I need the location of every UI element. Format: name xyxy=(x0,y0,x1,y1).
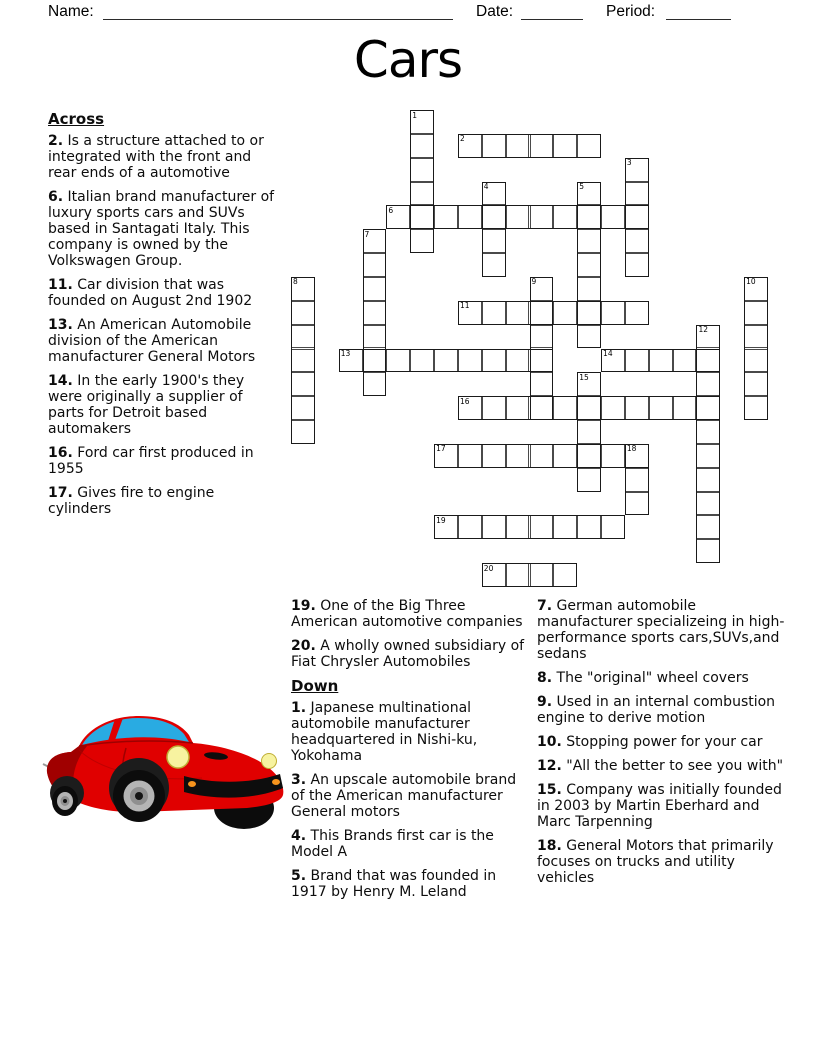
clue-20: 20. A wholly owned subsidiary of Fiat Chrysler Automobiles xyxy=(291,638,525,670)
crossword-cell[interactable] xyxy=(363,277,387,301)
crossword-cell[interactable] xyxy=(625,205,649,229)
across-clue-list-bottom xyxy=(291,598,530,670)
crossword-cell[interactable] xyxy=(696,444,720,468)
crossword-cell[interactable] xyxy=(291,301,315,325)
crossword-cell[interactable] xyxy=(696,420,720,444)
clue-14: 14. In the early 1900's they were originally a supplier of parts for Detroit based automakers xyxy=(48,373,245,437)
crossword-cell[interactable] xyxy=(625,396,649,420)
cell-number: 2 xyxy=(459,134,465,144)
clue-13: 13. An American Automobile division of the American manufacturer General Motors xyxy=(48,317,256,365)
cell-number: 9 xyxy=(531,277,537,287)
crossword-cell[interactable] xyxy=(410,134,434,158)
cell-number: 16 xyxy=(459,396,470,406)
crossword-cell[interactable] xyxy=(625,468,649,492)
cell-number: 11 xyxy=(459,301,470,311)
clue-number: 19. xyxy=(291,598,316,614)
crossword-cell[interactable] xyxy=(530,372,554,396)
crossword-cell[interactable] xyxy=(625,349,649,373)
crossword-cell[interactable] xyxy=(696,539,720,563)
period-label: Period: xyxy=(606,3,656,20)
crossword-cell[interactable] xyxy=(577,396,601,420)
across-heading: Across xyxy=(48,110,105,128)
crossword-cell[interactable] xyxy=(410,229,434,253)
car-rear-hub-center xyxy=(63,799,67,803)
crossword-cell[interactable] xyxy=(625,492,649,516)
right-clues-column xyxy=(537,598,789,894)
clue-number: 5. xyxy=(291,868,307,884)
clue-11: 11. Car division that was founded on August 2nd 1902 xyxy=(48,277,253,309)
crossword-cell[interactable] xyxy=(363,301,387,325)
clue-9: 9. Used in an internal combustion engine to derive motion xyxy=(537,694,776,726)
crossword-cell[interactable] xyxy=(458,515,482,539)
clue-number: 20. xyxy=(291,638,316,654)
clue-number: 6. xyxy=(48,189,64,205)
cell-number: 8 xyxy=(293,277,298,287)
crossword-cell[interactable] xyxy=(577,253,601,277)
name-blank-line[interactable] xyxy=(103,19,453,20)
date-label: Date: xyxy=(476,3,514,20)
name-label: Name: xyxy=(48,3,94,20)
crossword-cell[interactable] xyxy=(410,205,434,229)
cell-number: 20 xyxy=(483,563,494,573)
crossword-cell[interactable] xyxy=(696,349,720,373)
clue-10: 10. Stopping power for your car xyxy=(537,734,763,750)
crossword-cell[interactable] xyxy=(744,372,768,396)
crossword-cell[interactable] xyxy=(577,134,601,158)
car-headlight-main xyxy=(167,746,189,768)
car-headlight-far xyxy=(262,754,277,769)
down-clue-list-first xyxy=(291,700,530,900)
crossword-cell[interactable] xyxy=(625,301,649,325)
down-clue-list-second xyxy=(537,598,789,886)
car-front-hub-center xyxy=(135,792,143,800)
crossword-cell[interactable] xyxy=(530,301,554,325)
crossword-cell[interactable] xyxy=(601,515,625,539)
crossword-cell[interactable] xyxy=(530,349,554,373)
cell-number: 10 xyxy=(746,277,756,287)
crossword-cell[interactable] xyxy=(482,515,506,539)
cell-number: 17 xyxy=(436,444,446,454)
crossword-cell[interactable] xyxy=(553,205,577,229)
crossword-cell[interactable] xyxy=(625,229,649,253)
clue-17: 17. Gives fire to engine cylinders xyxy=(48,485,215,517)
crossword-cell[interactable] xyxy=(506,396,530,420)
crossword-cell[interactable] xyxy=(506,563,530,587)
crossword-cell[interactable] xyxy=(506,349,530,373)
crossword-cell[interactable] xyxy=(363,253,387,277)
cell-number: 14 xyxy=(603,349,613,358)
crossword-cell[interactable] xyxy=(625,182,649,206)
crossword-cell[interactable] xyxy=(601,396,625,420)
crossword-cell[interactable] xyxy=(291,372,315,396)
clue-number: 10. xyxy=(537,734,562,750)
crossword-cell[interactable] xyxy=(577,325,601,349)
crossword-cell[interactable] xyxy=(291,325,315,349)
crossword-cell[interactable] xyxy=(410,349,434,373)
crossword-cell[interactable] xyxy=(434,349,458,373)
cell-number: 3 xyxy=(626,158,632,168)
crossword-cell[interactable] xyxy=(744,325,768,349)
clue-number: 1. xyxy=(291,700,307,716)
cell-number: 4 xyxy=(483,182,489,192)
crossword-cell[interactable] xyxy=(553,396,577,420)
crossword-cell[interactable] xyxy=(577,468,601,492)
cell-number: 12 xyxy=(698,325,708,335)
clue-number: 14. xyxy=(48,373,73,389)
crossword-cell[interactable] xyxy=(482,253,506,277)
crossword-cell[interactable] xyxy=(577,515,601,539)
crossword-cell[interactable] xyxy=(601,301,625,325)
crossword-cell[interactable] xyxy=(530,563,554,587)
crossword-cell[interactable] xyxy=(696,468,720,492)
page-title: Cars xyxy=(353,31,463,89)
crossword-cell[interactable] xyxy=(649,396,673,420)
crossword-cell[interactable] xyxy=(482,229,506,253)
clue-number: 8. xyxy=(537,670,553,686)
clue-15: 15. Company was initially founded in 2003 by Martin Eberhard and Marc Tarpenning xyxy=(537,782,782,830)
crossword-cell[interactable] xyxy=(553,515,577,539)
crossword-cell[interactable] xyxy=(577,229,601,253)
crossword-cell[interactable] xyxy=(506,134,530,158)
clue-18: 18. General Motors that primarily focuses on trucks and utility vehicles xyxy=(537,838,774,886)
across-clue-list xyxy=(48,133,281,517)
crossword-cell[interactable] xyxy=(434,205,458,229)
clue-number: 16. xyxy=(48,445,73,461)
crossword-cell[interactable] xyxy=(601,444,625,468)
crossword-cell[interactable] xyxy=(291,349,315,373)
clue-6: 6. Italian brand manufacturer of luxury sports cars and SUVs based in Santagati Italy. This company is owned by the Volkswagen Group. xyxy=(48,189,275,269)
crossword-cell[interactable] xyxy=(530,134,554,158)
crossword-cell[interactable] xyxy=(410,158,434,182)
clue-number: 17. xyxy=(48,485,73,501)
crossword-cell[interactable] xyxy=(673,396,697,420)
crossword-cell[interactable] xyxy=(363,325,387,349)
clue-19: 19. One of the Big Three American automotive companies xyxy=(291,598,523,630)
cell-number: 7 xyxy=(364,229,370,239)
cell-number: 5 xyxy=(579,182,584,192)
period-blank-line[interactable] xyxy=(666,19,731,20)
clue-number: 18. xyxy=(537,838,562,854)
crossword-cell[interactable] xyxy=(649,349,673,373)
crossword-cell[interactable] xyxy=(625,253,649,277)
crossword-cell[interactable] xyxy=(601,205,625,229)
middle-clues-column xyxy=(291,598,530,908)
date-blank-line[interactable] xyxy=(521,19,583,20)
crossword-cell[interactable] xyxy=(530,396,554,420)
clue-8: 8. The "original" wheel covers xyxy=(537,670,749,686)
clue-number: 12. xyxy=(537,758,562,774)
crossword-cell[interactable] xyxy=(386,349,410,373)
car-illustration xyxy=(42,708,292,835)
crossword-cell[interactable] xyxy=(482,444,506,468)
crossword-cell[interactable] xyxy=(577,444,601,468)
crossword-cell[interactable] xyxy=(744,301,768,325)
crossword-cell[interactable] xyxy=(291,396,315,420)
clue-4: 4. This Brands first car is the Model A xyxy=(291,828,494,860)
clue-3: 3. An upscale automobile brand of the American manufacturer General motors xyxy=(291,772,517,820)
clue-16: 16. Ford car first produced in 1955 xyxy=(48,445,254,477)
crossword-cell[interactable] xyxy=(458,205,482,229)
clue-number: 3. xyxy=(291,772,307,788)
crossword-cell[interactable] xyxy=(530,325,554,349)
cell-number: 19 xyxy=(436,515,446,525)
crossword-cell[interactable] xyxy=(696,492,720,516)
crossword-cell[interactable] xyxy=(530,205,554,229)
crossword-cell[interactable] xyxy=(553,563,577,587)
clue-2: 2. Is a structure attached to or integrated with the front and rear ends of a automotive xyxy=(48,133,264,181)
crossword-cell[interactable] xyxy=(530,444,554,468)
across-clues-column xyxy=(48,111,281,525)
crossword-cell[interactable] xyxy=(553,444,577,468)
crossword-cell[interactable] xyxy=(553,301,577,325)
crossword-cell[interactable] xyxy=(577,205,601,229)
clue-12: 12. "All the better to see you with" xyxy=(537,758,784,774)
clue-number: 7. xyxy=(537,598,553,614)
clue-number: 11. xyxy=(48,277,73,293)
crossword-cell[interactable] xyxy=(577,420,601,444)
crossword-cell[interactable] xyxy=(506,444,530,468)
crossword-cell[interactable] xyxy=(458,349,482,373)
crossword-cell[interactable] xyxy=(577,277,601,301)
crossword-cell[interactable] xyxy=(553,134,577,158)
car-indicator-far xyxy=(272,779,280,785)
clue-7: 7. German automobile manufacturer specializeing in high-performance sports cars,SUVs,and sedans xyxy=(537,598,785,662)
clue-number: 13. xyxy=(48,317,73,333)
car-indicator-near xyxy=(188,781,196,787)
clue-number: 2. xyxy=(48,133,64,149)
crossword-cell[interactable] xyxy=(673,349,697,373)
crossword-cell[interactable] xyxy=(363,372,387,396)
crossword-cell[interactable] xyxy=(482,205,506,229)
crossword-cell[interactable] xyxy=(696,515,720,539)
crossword-cell[interactable] xyxy=(482,349,506,373)
crossword-cell[interactable] xyxy=(696,396,720,420)
clue-number: 15. xyxy=(537,782,562,798)
crossword-cell[interactable] xyxy=(506,515,530,539)
crossword-cell[interactable] xyxy=(577,301,601,325)
crossword-grid xyxy=(291,110,769,588)
crossword-cell[interactable] xyxy=(530,515,554,539)
cell-number: 13 xyxy=(340,349,351,358)
crossword-cell[interactable] xyxy=(482,396,506,420)
clue-number: 4. xyxy=(291,828,307,844)
clue-number: 9. xyxy=(537,694,553,710)
cell-number: 15 xyxy=(579,372,589,382)
crossword-cell[interactable] xyxy=(363,349,387,373)
crossword-cell[interactable] xyxy=(506,205,530,229)
crossword-cell[interactable] xyxy=(458,444,482,468)
crossword-cell[interactable] xyxy=(291,420,315,444)
clue-1: 1. Japanese multinational automobile manufacturer headquartered in Nishi-ku, Yokohama xyxy=(291,700,478,764)
cell-number: 18 xyxy=(626,444,637,454)
crossword-cell[interactable] xyxy=(506,301,530,325)
cell-number: 6 xyxy=(388,205,394,215)
cell-number: 1 xyxy=(412,110,418,120)
crossword-cell[interactable] xyxy=(410,182,434,206)
clue-5: 5. Brand that was founded in 1917 by Henry M. Leland xyxy=(291,868,497,900)
crossword-cell[interactable] xyxy=(696,372,720,396)
crossword-cell[interactable] xyxy=(482,134,506,158)
crossword-cell[interactable] xyxy=(482,301,506,325)
crossword-cell[interactable] xyxy=(744,396,768,420)
crossword-cell[interactable] xyxy=(744,349,768,373)
down-heading: Down xyxy=(291,677,339,695)
